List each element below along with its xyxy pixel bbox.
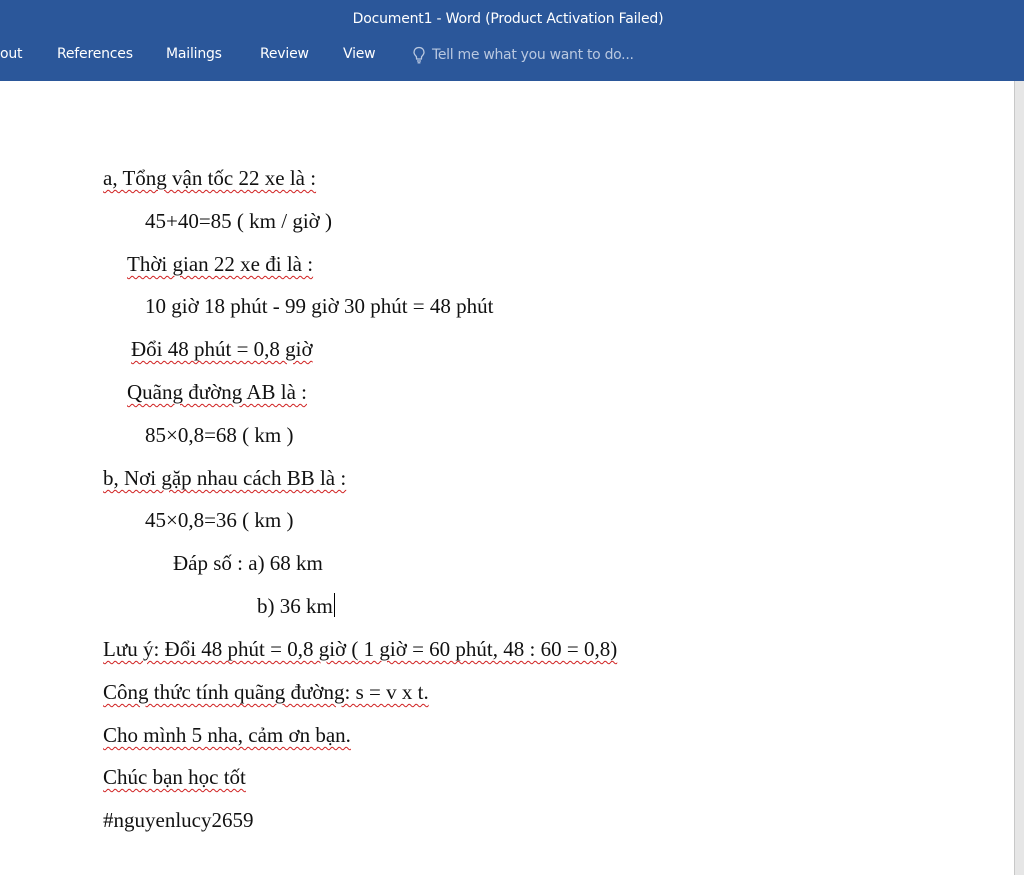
doc-line[interactable]: b) 36 km [257, 594, 333, 618]
doc-line[interactable]: #nguyenlucy2659 [103, 808, 254, 832]
doc-line[interactable]: Công thức tính quãng đường: s = v x t. [103, 680, 429, 704]
tell-me-search[interactable] [412, 46, 634, 64]
lightbulb-icon [412, 46, 426, 64]
doc-line[interactable]: 45+40=85 ( km / giờ ) [145, 209, 333, 233]
doc-line[interactable]: Quãng đường AB là : [127, 380, 307, 404]
doc-line[interactable]: a, Tổng vận tốc 22 xe là : [103, 166, 317, 190]
doc-line[interactable]: 10 giờ 18 phút - 99 giờ 30 phút = 48 phút [145, 294, 494, 318]
tab-references[interactable]: References [57, 46, 133, 62]
tell-me-placeholder: Tell me what you want to do... [432, 47, 634, 63]
doc-line[interactable]: Cho mình 5 nha, cảm ơn bạn. [103, 723, 351, 747]
doc-line[interactable]: Lưu ý: Đổi 48 phút = 0,8 giờ ( 1 giờ = 60 phút, 48 : 60 = 0,8) [103, 637, 618, 661]
doc-line[interactable]: 85×0,8=68 ( km ) [145, 423, 294, 447]
doc-line[interactable]: b, Nơi gặp nhau cách BB là : [103, 466, 347, 490]
text-cursor [334, 593, 335, 617]
document-page[interactable] [0, 81, 1014, 875]
window-title: Document1 - Word (Product Activation Failed) [352, 11, 664, 27]
doc-line[interactable]: Chúc bạn học tốt [103, 765, 246, 789]
vertical-scrollbar[interactable] [1014, 81, 1024, 875]
tab-mailings[interactable]: Mailings [166, 46, 222, 62]
ribbon-tabs [0, 46, 1024, 68]
title-bar [0, 0, 1024, 81]
tab-layout[interactable]: out [0, 46, 23, 62]
doc-line[interactable]: 45×0,8=36 ( km ) [145, 508, 294, 532]
doc-line[interactable]: Đổi 48 phút = 0,8 giờ [131, 337, 313, 361]
doc-line[interactable]: Đáp số : a) 68 km [173, 551, 323, 575]
doc-line[interactable]: Thời gian 22 xe đi là : [127, 252, 314, 276]
tab-view[interactable]: View [343, 46, 376, 62]
tab-review[interactable]: Review [260, 46, 309, 62]
